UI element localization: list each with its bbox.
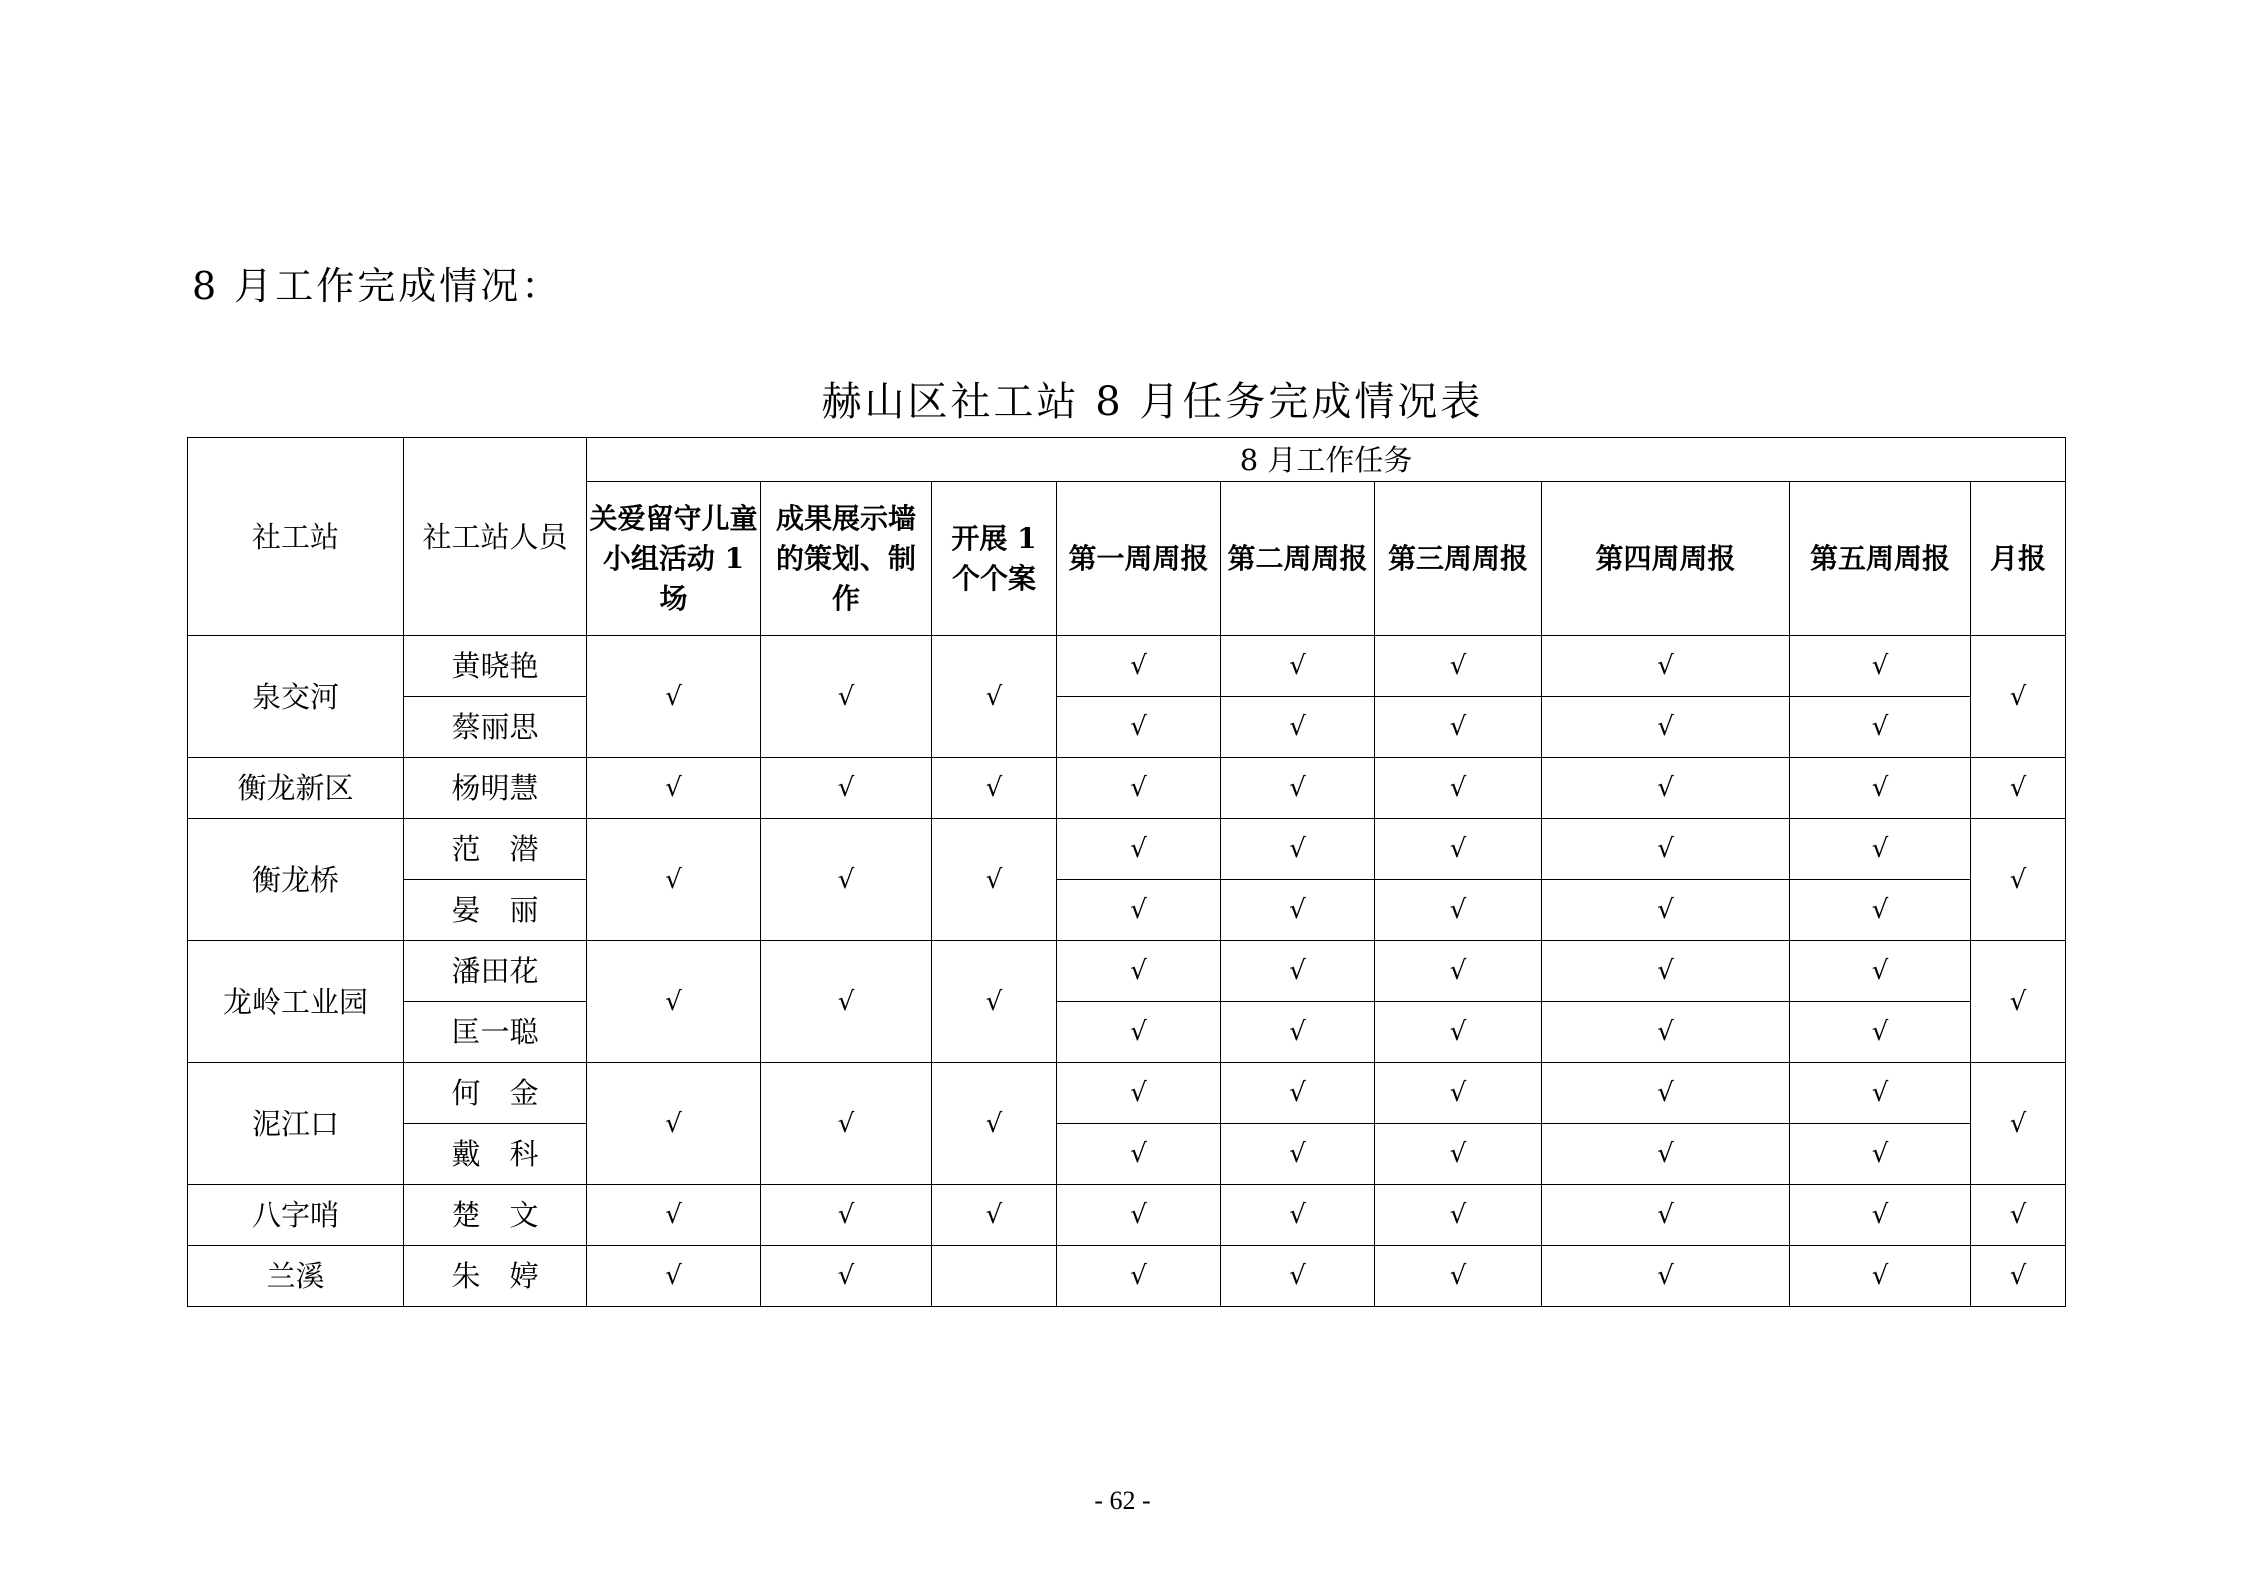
check-mark: √ — [1375, 636, 1542, 697]
staff-name: 何 金 — [404, 1063, 587, 1124]
check-mark: √ — [761, 636, 932, 758]
check-mark — [932, 1246, 1057, 1307]
header-week5-report: 第五周周报 — [1790, 482, 1971, 636]
check-mark: √ — [1542, 1246, 1790, 1307]
check-mark: √ — [587, 1246, 761, 1307]
table-row — [188, 636, 2066, 697]
staff-name: 杨明慧 — [404, 758, 587, 819]
station-name: 龙岭工业园 — [188, 941, 404, 1063]
check-mark: √ — [1221, 1002, 1375, 1063]
table-row — [188, 758, 2066, 819]
check-mark: √ — [1375, 941, 1542, 1002]
check-mark: √ — [932, 941, 1057, 1063]
check-mark: √ — [1057, 1063, 1221, 1124]
check-mark: √ — [1542, 636, 1790, 697]
check-mark: √ — [587, 1063, 761, 1185]
staff-name: 黄晓艳 — [404, 636, 587, 697]
staff-name: 潘田花 — [404, 941, 587, 1002]
check-mark: √ — [1057, 1246, 1221, 1307]
check-mark: √ — [1971, 1246, 2066, 1307]
header-week3-report: 第三周周报 — [1375, 482, 1542, 636]
header-week1-report: 第一周周报 — [1057, 482, 1221, 636]
check-mark: √ — [1790, 697, 1971, 758]
check-mark: √ — [1971, 1185, 2066, 1246]
station-name: 泉交河 — [188, 636, 404, 758]
header-task-children-group: 关爱留守儿童小组活动 1 场 — [587, 482, 761, 636]
check-mark: √ — [1221, 1246, 1375, 1307]
header-monthly-report: 月报 — [1971, 482, 2066, 636]
check-mark: √ — [1221, 1185, 1375, 1246]
check-mark: √ — [761, 1063, 932, 1185]
check-mark: √ — [1790, 758, 1971, 819]
check-mark: √ — [1790, 819, 1971, 880]
staff-name: 晏 丽 — [404, 880, 587, 941]
check-mark: √ — [1790, 636, 1971, 697]
check-mark: √ — [932, 819, 1057, 941]
header-week4-report: 第四周周报 — [1542, 482, 1790, 636]
check-mark: √ — [1790, 1124, 1971, 1185]
check-mark: √ — [1542, 1185, 1790, 1246]
check-mark: √ — [1375, 1124, 1542, 1185]
check-mark: √ — [1057, 941, 1221, 1002]
table-title: 赫山区社工站 8 月任务完成情况表 — [821, 379, 1484, 425]
check-mark: √ — [1375, 1185, 1542, 1246]
check-mark: √ — [1375, 1063, 1542, 1124]
staff-name: 范 潜 — [404, 819, 587, 880]
check-mark: √ — [1971, 1063, 2066, 1185]
table-row — [188, 1246, 2066, 1307]
check-mark: √ — [1375, 758, 1542, 819]
table-row — [188, 1063, 2066, 1124]
check-mark: √ — [1971, 636, 2066, 758]
check-mark: √ — [932, 636, 1057, 758]
check-mark: √ — [1790, 1185, 1971, 1246]
check-mark: √ — [1542, 1063, 1790, 1124]
check-mark: √ — [932, 1185, 1057, 1246]
check-mark: √ — [587, 636, 761, 758]
section-heading: 8 月工作完成情况： — [192, 264, 563, 308]
check-mark: √ — [1221, 697, 1375, 758]
check-mark: √ — [587, 1185, 761, 1246]
check-mark: √ — [1057, 1124, 1221, 1185]
station-name: 兰溪 — [188, 1246, 404, 1307]
check-mark: √ — [1542, 697, 1790, 758]
check-mark: √ — [1375, 880, 1542, 941]
check-mark: √ — [1221, 1063, 1375, 1124]
check-mark: √ — [1221, 880, 1375, 941]
station-name: 衡龙新区 — [188, 758, 404, 819]
check-mark: √ — [1971, 941, 2066, 1063]
table-row — [188, 697, 2066, 758]
station-name: 泥江口 — [188, 1063, 404, 1185]
check-mark: √ — [761, 1246, 932, 1307]
check-mark: √ — [1057, 880, 1221, 941]
check-mark: √ — [1057, 1002, 1221, 1063]
check-mark: √ — [1971, 758, 2066, 819]
check-mark: √ — [1790, 1246, 1971, 1307]
header-august-tasks: 8 月工作任务 — [587, 438, 2066, 482]
check-mark: √ — [761, 819, 932, 941]
check-mark: √ — [1221, 941, 1375, 1002]
check-mark: √ — [1221, 636, 1375, 697]
staff-name: 朱 婷 — [404, 1246, 587, 1307]
check-mark: √ — [761, 758, 932, 819]
check-mark: √ — [1375, 819, 1542, 880]
check-mark: √ — [761, 941, 932, 1063]
check-mark: √ — [1375, 1002, 1542, 1063]
staff-name: 楚 文 — [404, 1185, 587, 1246]
check-mark: √ — [1375, 697, 1542, 758]
check-mark: √ — [1057, 697, 1221, 758]
staff-name: 匡一聪 — [404, 1002, 587, 1063]
table-row — [188, 1124, 2066, 1185]
header-week2-report: 第二周周报 — [1221, 482, 1375, 636]
check-mark: √ — [1542, 941, 1790, 1002]
table-row — [188, 819, 2066, 880]
check-mark: √ — [587, 758, 761, 819]
check-mark: √ — [932, 758, 1057, 819]
check-mark: √ — [1057, 819, 1221, 880]
check-mark: √ — [1790, 1002, 1971, 1063]
check-mark: √ — [1057, 1185, 1221, 1246]
table-row — [188, 1002, 2066, 1063]
header-station: 社工站 — [188, 438, 404, 636]
check-mark: √ — [1375, 1246, 1542, 1307]
check-mark: √ — [1221, 819, 1375, 880]
check-mark: √ — [1057, 636, 1221, 697]
check-mark: √ — [1221, 758, 1375, 819]
station-name: 八字哨 — [188, 1185, 404, 1246]
check-mark: √ — [587, 941, 761, 1063]
check-mark: √ — [1790, 941, 1971, 1002]
check-mark: √ — [1790, 1063, 1971, 1124]
station-name: 衡龙桥 — [188, 819, 404, 941]
check-mark: √ — [1542, 1124, 1790, 1185]
check-mark: √ — [1790, 880, 1971, 941]
page-number: - 62 - — [1094, 1486, 1151, 1515]
check-mark: √ — [1542, 758, 1790, 819]
check-mark: √ — [1542, 819, 1790, 880]
header-task-display-wall: 成果展示墙的策划、制作 — [761, 482, 932, 636]
check-mark: √ — [1221, 1124, 1375, 1185]
check-mark: √ — [932, 1063, 1057, 1185]
table-row — [188, 880, 2066, 941]
check-mark: √ — [1971, 819, 2066, 941]
check-mark: √ — [1057, 758, 1221, 819]
check-mark: √ — [1542, 880, 1790, 941]
check-mark: √ — [587, 819, 761, 941]
table-row — [188, 941, 2066, 1002]
header-task-case: 开展 1 个个案 — [932, 482, 1057, 636]
staff-name: 蔡丽思 — [404, 697, 587, 758]
task-completion-table — [187, 437, 2066, 1307]
check-mark: √ — [761, 1185, 932, 1246]
table-row — [188, 1185, 2066, 1246]
header-staff: 社工站人员 — [404, 438, 587, 636]
check-mark: √ — [1542, 1002, 1790, 1063]
staff-name: 戴 科 — [404, 1124, 587, 1185]
table-body — [188, 636, 2066, 1307]
